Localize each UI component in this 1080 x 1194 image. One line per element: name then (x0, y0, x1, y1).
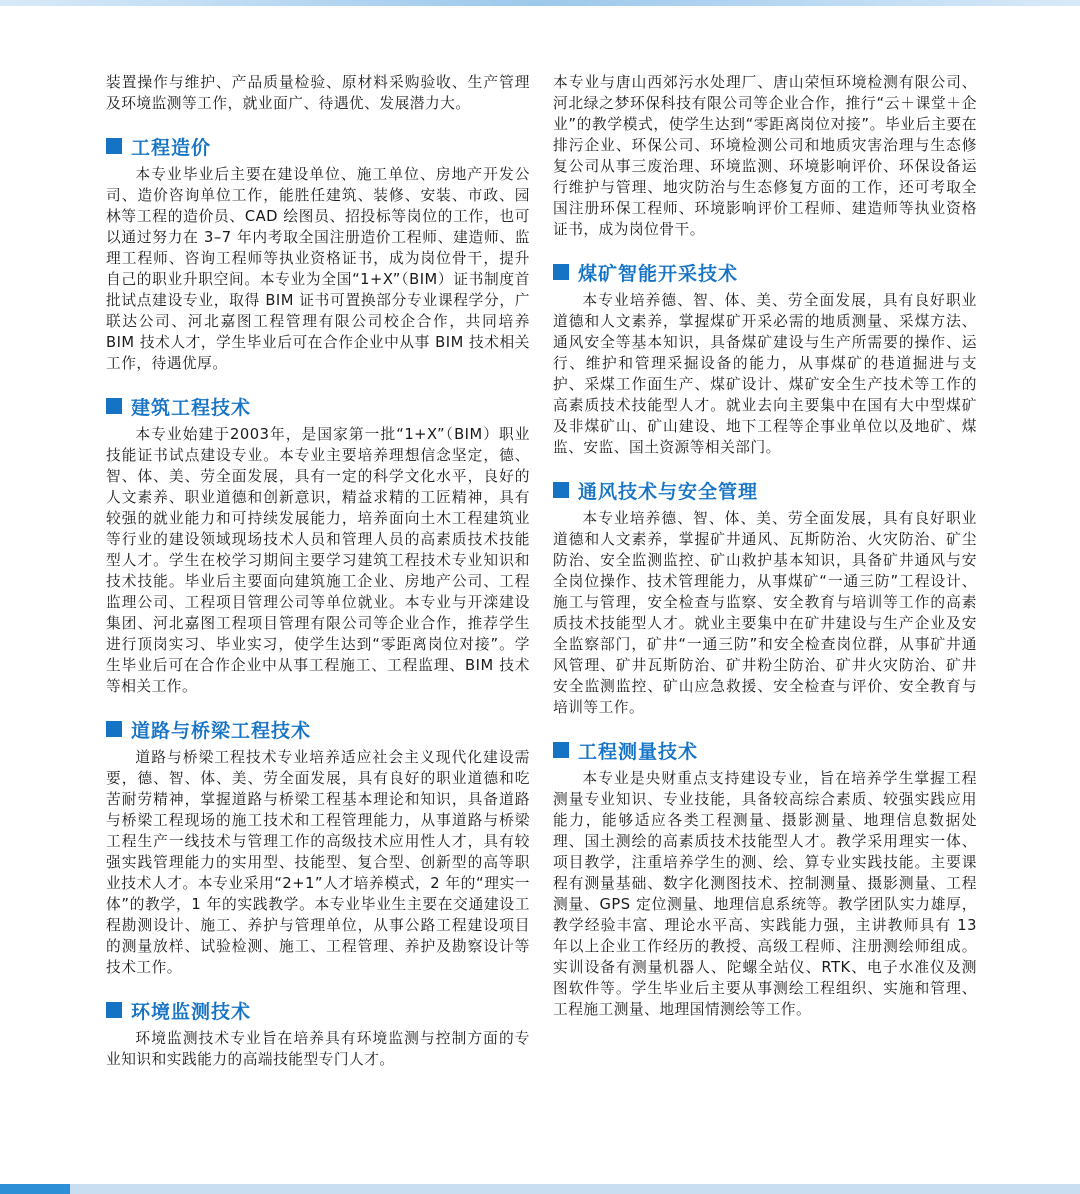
section-coal-mining (553, 256, 977, 458)
section-title: 煤矿智能开采技术 (578, 262, 739, 285)
section-engineering-cost (106, 130, 530, 374)
section-surveying (553, 734, 977, 1020)
top-decor-bar (0, 0, 1080, 6)
section-body: 本专业培养德、智、体、美、劳全面发展，具有良好职业道德和人文素养，掌握煤矿开采必需的地质测量、采煤方法、通风安全等基本知识，具备煤矿建设与生产所需要的操作、运行、维护和管理采掘设备的能力，从事煤矿的巷道掘进与支护、采煤工作面生产、煤矿设计、煤矿安全生产技术等工作的高素质技术技能型人才。就业去向主要集中在国有大中型煤矿及非煤矿山、矿山建设、地下工程等企事业单位以及地矿、煤监、安监、国土资源等相关部门。 (553, 292, 977, 456)
section-body: 本专业始建于2003年，是国家第一批“1+X”（BIM）职业技能证书试点建设专业。本专业主要培养理想信念坚定，德、智、体、美、劳全面发展，具有一定的科学文化水平，良好的人文素养、职业道德和创新意识，精益求精的工匠精神，具有较强的就业能力和可持续发展能力，培养面向土木工程建筑业等行业的建设领域现场技术人员和管理人员的高素质技术技能型人才。学生在校学习期间主要学习建筑工程技术专业知识和技术技能。毕业后主要面向建筑施工企业、房地产公司、工程监理公司、工程项目管理公司等单位就业。本专业与开滦建设集团、河北嘉图工程项目管理有限公司等企业合作，推荐学生进行顶岗实习、毕业实习，使学生达到“零距离岗位对接”。学生毕业后可在合作企业中从事工程施工、工程监理、BIM 技术等相关工作。 (106, 426, 530, 695)
square-bullet-icon (553, 482, 569, 498)
section-heading (106, 130, 530, 162)
section-heading (553, 474, 977, 506)
right-intro-paragraph: 本专业与唐山西郊污水处理厂、唐山荣恒环境检测有限公司、河北绿之梦环保科技有限公司等企业合作，推行“云＋课堂＋企业”的教学模式，使学生达到“零距离岗位对接”。毕业后主要在排污企业、环保公司、环境检测公司和地质灾害治理与生态修复公司从事三废治理、环境监测、环境影响评价、环保设备运行维护与管理、地灾防治与生态修复方面的工作，还可考取全国注册环保工程师、环境影响评价工程师、建造师等执业资格证书，成为岗位骨干。 (553, 74, 977, 238)
section-title: 建筑工程技术 (131, 396, 252, 419)
section-heading (106, 390, 530, 422)
section-heading (553, 734, 977, 766)
section-heading (106, 713, 530, 745)
section-heading (553, 256, 977, 288)
section-road-bridge (106, 713, 530, 978)
left-intro-paragraph: 装置操作与维护、产品质量检验、原材料采购验收、生产管理及环境监测等工作，就业面广、待遇优、发展潜力大。 (106, 74, 530, 112)
section-title: 通风技术与安全管理 (578, 480, 759, 503)
section-environment-monitoring (106, 994, 530, 1070)
section-body: 道路与桥梁工程技术专业培养适应社会主义现代化建设需要，德、智、体、美、劳全面发展，具有良好的职业道德和吃苦耐劳精神，掌握道路与桥梁工程基本理论和知识，具备道路与桥梁工程现场的施工技术和工程管理能力，从事道路与桥梁工程生产一线技术与管理工作的高级技术应用性人才，具有较强实践管理能力的实用型、技能型、复合型、创新型的高等职业技术人才。本专业采用“2+1”人才培养模式，2 年的“理实一体”的教学，1 年的实践教学。本专业毕业生主要在交通建设工程勘测设计、施工、养护与管理单位，从事公路工程建设项目的测量放样、试验检测、施工、工程管理、养护及勘察设计等技术工作。 (106, 749, 530, 976)
section-title: 工程造价 (131, 136, 212, 159)
right-column (553, 72, 977, 1020)
left-column (106, 72, 530, 1070)
section-title: 环境监测技术 (131, 1000, 252, 1023)
section-body: 本专业培养德、智、体、美、劳全面发展，具有良好职业道德和人文素养，掌握矿井通风、瓦斯防治、火灾防治、矿尘防治、安全监测监控、矿山救护基本知识，具备矿井通风与安全岗位操作、技术管理能力，从事煤矿“一通三防”工程设计、施工与管理，安全检查与监察、安全教育与培训等工作的高素质技术技能型人才。就业主要集中在矿井建设与生产企业及安全监察部门，矿井“一通三防”和安全检查岗位群，从事矿井通风管理、矿井瓦斯防治、矿井粉尘防治、矿井火灾防治、矿井安全监测监控、矿山应急救援、安全检查与评价、安全教育与培训等工作。 (553, 510, 977, 716)
section-title: 工程测量技术 (578, 740, 699, 763)
square-bullet-icon (106, 398, 122, 414)
section-ventilation-safety (553, 474, 977, 718)
square-bullet-icon (553, 742, 569, 758)
corner-decor (0, 1184, 70, 1194)
section-heading (106, 994, 530, 1026)
square-bullet-icon (106, 1002, 122, 1018)
square-bullet-icon (106, 138, 122, 154)
section-body: 本专业毕业后主要在建设单位、施工单位、房地产开发公司、造价咨询单位工作，能胜任建筑、装修、安装、市政、园林等工程的造价员、CAD 绘图员、招投标等岗位的工作，也可以通过努力在 3–7 年内考取全国注册造价工程师、建造师、监理工程师、咨询工程师等执业资格证书，成为岗位骨干，提升自己的职业升职空间。本专业为全国“1+X”（BIM）证书制度首批试点建设专业，取得 BIM 证书可置换部分专业课程学分，广联达公司、河北嘉图工程管理有限公司校企合作，共同培养 BIM 技术人才，学生毕业后可在合作企业中从事 BIM 技术相关工作，待遇优厚。 (106, 166, 530, 372)
square-bullet-icon (553, 264, 569, 280)
section-building-engineering (106, 390, 530, 697)
section-body: 环境监测技术专业旨在培养具有环境监测与控制方面的专业知识和实践能力的高端技能型专门人才。 (106, 1030, 530, 1068)
section-title: 道路与桥梁工程技术 (131, 719, 312, 742)
section-body: 本专业是央财重点支持建设专业，旨在培养学生掌握工程测量专业知识、专业技能，具备较高综合素质、较强实践应用能力，能够适应各类工程测量、摄影测量、地理信息数据处理、国土测绘的高素质技术技能型人才。教学采用理实一体、项目教学，注重培养学生的测、绘、算专业实践技能。主要课程有测量基础、数字化测图技术、控制测量、摄影测量、工程测量、GPS 定位测量、地理信息系统等。教学团队实力雄厚，教学经验丰富、理论水平高、实践能力强，主讲教师具有 13 年以上企业工作经历的教授、高级工程师、注册测绘师组成。实训设备有测量机器人、陀螺全站仪、RTK、电子水准仪及测图软件等。学生毕业后主要从事测绘工程组织、实施和管理、工程施工测量、地理国情测绘等工作。 (553, 770, 977, 1018)
square-bullet-icon (106, 721, 122, 737)
bottom-decor-bar (0, 1184, 1080, 1194)
